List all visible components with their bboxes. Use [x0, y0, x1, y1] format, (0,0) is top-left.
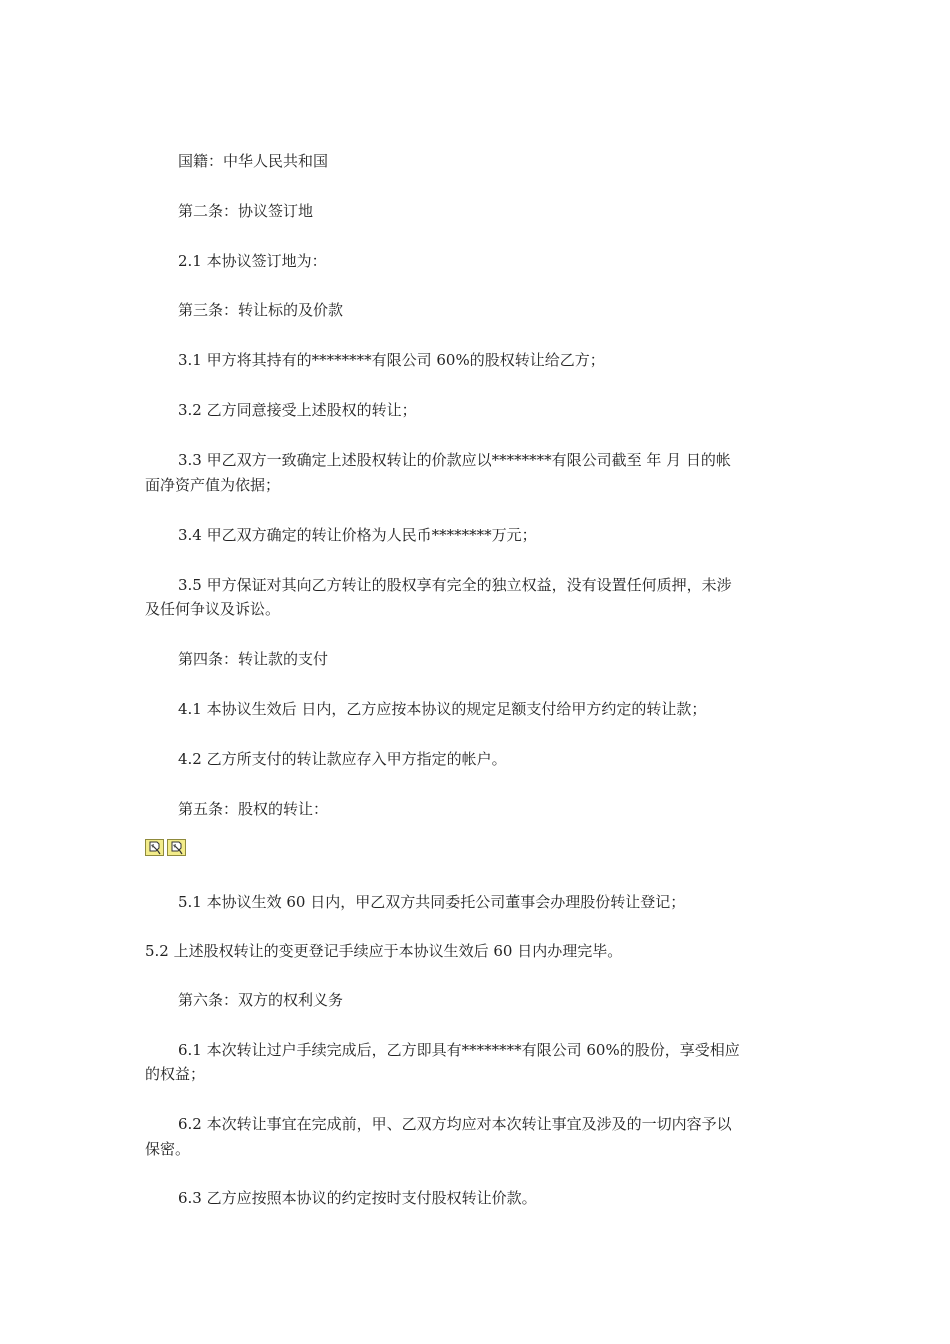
clause-3-5-line-1: 3.5 甲方保证对其向乙方转让的股权享有完全的独立权益，没有设置任何质押，未涉	[178, 576, 732, 594]
broken-image-glyph	[147, 840, 162, 855]
broken-image-icon	[167, 839, 186, 856]
clause-3-3-line-1: 3.3 甲乙双方一致确定上述股权转让的价款应以********有限公司截至 年 月 日的帐	[178, 451, 731, 469]
clause-4-2: 4.2 乙方所支付的转让款应存入甲方指定的帐户。	[178, 750, 507, 768]
broken-image-placeholders	[145, 839, 186, 856]
clause-3-5-line-2: 及任何争议及诉讼。	[145, 600, 281, 618]
article-2-heading: 第二条：协议签订地	[178, 202, 314, 220]
clause-6-3: 6.3 乙方应按照本协议的约定按时支付股权转让价款。	[178, 1189, 537, 1207]
clause-3-3-line-2: 面净资产值为依据；	[145, 476, 281, 494]
clause-6-2-line-1: 6.2 本次转让事宜在完成前，甲、乙双方均应对本次转让事宜及涉及的一切内容予以	[178, 1115, 732, 1133]
article-3-heading: 第三条：转让标的及价款	[178, 301, 344, 319]
clause-6-1-line-1: 6.1 本次转让过户手续完成后，乙方即具有********有限公司 60%的股份，享受相应	[178, 1041, 740, 1059]
article-5-heading: 第五条：股权的转让：	[178, 800, 329, 818]
clause-6-2-line-2: 保密。	[145, 1140, 191, 1158]
clause-5-1: 5.1 本协议生效 60 日内，甲乙双方共同委托公司董事会办理股份转让登记；	[178, 893, 686, 911]
clause-3-1: 3.1 甲方将其持有的********有限公司 60%的股权转让给乙方；	[178, 351, 605, 369]
clause-5-2: 5.2 上述股权转让的变更登记手续应于本协议生效后 60 日内办理完毕。	[145, 942, 623, 960]
article-6-heading: 第六条：双方的权利义务	[178, 991, 344, 1009]
clause-3-2: 3.2 乙方同意接受上述股权的转让；	[178, 401, 417, 419]
broken-image-glyph	[169, 840, 184, 855]
clause-6-1-line-2: 的权益；	[145, 1065, 206, 1083]
clause-2-1: 2.1 本协议签订地为：	[178, 252, 327, 270]
clause-4-1: 4.1 本协议生效后 日内，乙方应按本协议的规定足额支付给甲方约定的转让款；	[178, 700, 707, 718]
clause-3-4: 3.4 甲乙双方确定的转让价格为人民币********万元；	[178, 526, 537, 544]
article-4-heading: 第四条：转让款的支付	[178, 650, 329, 668]
nationality-line: 国籍：中华人民共和国	[178, 152, 329, 170]
broken-image-icon	[145, 839, 164, 856]
